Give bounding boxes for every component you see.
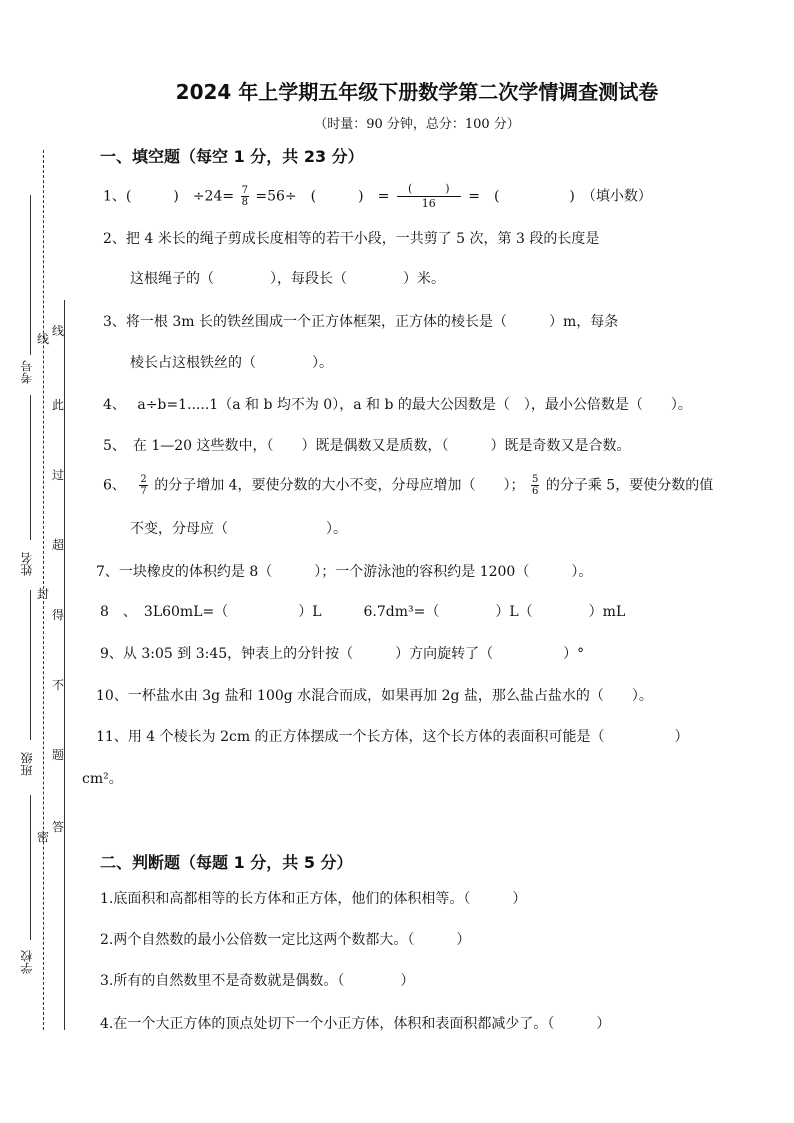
question-6 — [103, 474, 713, 497]
question-1 — [103, 182, 652, 211]
seal-char: 不 — [52, 678, 65, 692]
q6-part-b: 的分子增加 4，要使分数的大小不变，分母应增加（ ）； — [154, 477, 525, 494]
q6-fraction-1 — [139, 474, 147, 497]
school-write-line — [30, 795, 31, 940]
seal-char: 答 — [52, 820, 65, 834]
class-label: 班级 — [20, 752, 34, 776]
class-write-line — [30, 590, 31, 740]
seal-char: 线 — [37, 332, 50, 346]
name-label: 姓名 — [20, 552, 34, 576]
question-8: 8 、 3L60mL=（ ）L 6.7dm³=（ ）L（ ）mL — [100, 604, 626, 620]
question-5: 5、 在 1—20 这些数中，（ ）既是偶数又是质数，（ ）既是奇数又是合数。 — [103, 438, 631, 454]
question-3-line-1: 3、将一根 3m 长的铁丝围成一个正方体框架，正方体的棱长是（ ）m，每条 — [103, 314, 619, 330]
q6-part-c: 的分子乘 5，要使分数的值 — [545, 477, 714, 494]
q1-fraction-2 — [397, 182, 461, 211]
fraction-denominator: 7 — [140, 486, 147, 497]
judgement-item-1: 1.底面积和高都相等的长方体和正方体，他们的体积相等。（ ） — [100, 891, 527, 907]
seal-char: 密 — [37, 830, 50, 844]
fraction-numerator: ( ) — [397, 182, 461, 197]
q1-part-b: =56÷ ( ) = — [255, 188, 390, 205]
judgement-item-3: 3.所有的自然数里不是奇数就是偶数。（ ） — [100, 973, 415, 989]
q1-part-c: = ( ) （填小数） — [468, 188, 652, 205]
fraction-numerator: 7 — [241, 185, 248, 196]
section2-heading: 二、判断题（每题 1 分，共 5 分） — [100, 853, 353, 872]
seal-char: 超 — [52, 538, 65, 552]
section1-heading: 一、填空题（每空 1 分，共 23 分） — [100, 147, 364, 166]
question-11-line-2: cm²。 — [82, 771, 123, 787]
seal-char: 此 — [52, 398, 65, 412]
fraction-denominator: 16 — [421, 197, 436, 210]
judgement-item-2: 2.两个自然数的最小公倍数一定比这两个数都大。（ ） — [100, 932, 471, 948]
seal-char: 过 — [52, 468, 65, 482]
seal-char: 线 — [52, 324, 65, 338]
question-4: 4、 a÷b=1.....1（a 和 b 均不为 0），a 和 b 的最大公因数是（ ），最小公倍数是（ ）。 — [103, 397, 692, 413]
q6-fraction-2 — [531, 474, 539, 497]
question-9: 9、从 3:05 到 3:45，钟表上的分针按（ ）方向旋转了（ ）° — [100, 646, 585, 662]
seal-solid-line — [64, 300, 65, 1030]
name-write-line — [30, 395, 31, 540]
question-11-line-1: 11、用 4 个棱长为 2cm 的正方体摆成一个长方体，这个长方体的表面积可能是（ ） — [96, 729, 689, 745]
judgement-item-4: 4.在一个大正方体的顶点处切下一个小正方体，体积和表面积都减少了。（ ） — [100, 1016, 611, 1032]
school-label: 学校 — [20, 950, 34, 974]
q6-part-a: 6、 — [103, 477, 133, 494]
question-7: 7、一块橡皮的体积约是 8（ ）；一个游泳池的容积约是 1200（ ）。 — [96, 564, 593, 580]
fraction-denominator: 8 — [241, 197, 248, 208]
fraction-denominator: 6 — [532, 486, 539, 497]
seal-char: 封 — [37, 587, 50, 601]
seal-char: 题 — [52, 748, 65, 762]
fraction-numerator: 2 — [140, 474, 147, 485]
page-title: 2024 年上学期五年级下册数学第二次学情调查测试卷 — [175, 80, 659, 104]
question-10: 10、一杯盐水由 3g 盐和 100g 水混合而成，如果再加 2g 盐，那么盐占盐水的（ ）。 — [96, 688, 653, 704]
question-3-line-2: 棱长占这根铁丝的（ ）。 — [130, 355, 333, 371]
page-subtitle: （时量：90 分钟，总分：100 分） — [314, 117, 520, 132]
q1-fraction-1 — [241, 185, 249, 208]
fraction-numerator: 5 — [532, 474, 539, 485]
exam-number-label: 考号 — [20, 360, 34, 384]
q1-part-a: 1、( ) ÷24= — [103, 188, 235, 205]
question-2-line-1: 2、把 4 米长的绳子剪成长度相等的若干小段，一共剪了 5 次，第 3 段的长度是 — [103, 231, 600, 247]
question-2-line-2: 这根绳子的（ ），每段长（ ）米。 — [130, 271, 445, 287]
examno-write-line — [30, 195, 31, 355]
seal-char: 得 — [52, 608, 65, 622]
question-6-line-2: 不变，分母应（ ）。 — [130, 521, 347, 537]
